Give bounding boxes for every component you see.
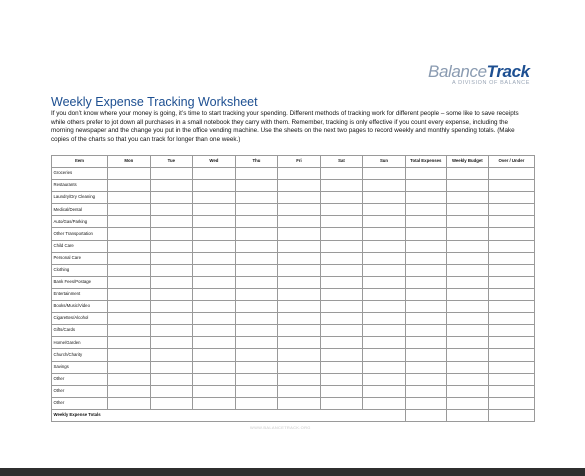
entry-cell[interactable] — [193, 288, 236, 300]
entry-cell[interactable] — [278, 397, 321, 409]
entry-cell[interactable] — [488, 264, 534, 276]
entry-cell[interactable] — [405, 397, 446, 409]
entry-cell[interactable] — [446, 228, 488, 240]
table-row — [52, 361, 535, 373]
entry-cell[interactable] — [320, 228, 363, 240]
entry-cell[interactable] — [108, 361, 151, 373]
entry-cell[interactable] — [405, 385, 446, 397]
entry-cell[interactable] — [108, 264, 151, 276]
entry-cell[interactable] — [193, 385, 236, 397]
entry-cell[interactable] — [320, 385, 363, 397]
entry-cell[interactable] — [405, 349, 446, 361]
entry-cell[interactable] — [150, 337, 193, 349]
entry-cell[interactable] — [278, 361, 321, 373]
entry-cell[interactable] — [405, 313, 446, 325]
entry-cell[interactable] — [405, 361, 446, 373]
entry-cell[interactable] — [320, 276, 363, 288]
entry-cell[interactable] — [488, 361, 534, 373]
intro-paragraph: If you don’t know where your money is going, it’s time to start tracking your spending. Different methods of tracking work for different people – some like to save receipts while others prefer to jot down all purchases in a small notebook they carry with them. Remember, tracking is only effective if you count every expense, including the morning newspaper and the change you put in the office vending machine. Use the sheets on the next two pages to record weekly and monthly spending totals. (Make copies of the charts so that you can track for longer than one week.) — [51, 110, 519, 143]
entry-cell[interactable] — [320, 361, 363, 373]
table-row — [52, 397, 535, 409]
row-label: Auto/Gas/Parking — [52, 216, 108, 228]
entry-cell[interactable] — [405, 180, 446, 192]
entry-cell[interactable] — [363, 228, 406, 240]
entry-cell[interactable] — [108, 325, 151, 337]
entry-cell[interactable] — [278, 325, 321, 337]
entry-cell[interactable] — [108, 349, 151, 361]
footer-url: WWW.BALANCETRACK.ORG — [250, 425, 311, 430]
entry-cell[interactable] — [108, 192, 151, 204]
entry-cell[interactable] — [235, 349, 278, 361]
entry-cell[interactable] — [278, 204, 321, 216]
entry-cell[interactable] — [363, 180, 406, 192]
entry-cell[interactable] — [363, 361, 406, 373]
table-header-row — [52, 156, 535, 168]
entry-cell[interactable] — [488, 276, 534, 288]
row-label: Other — [52, 397, 108, 409]
entry-cell[interactable] — [446, 240, 488, 252]
row-label: Groceries — [52, 168, 108, 180]
expense-table — [51, 155, 535, 422]
row-label: Child Care — [52, 240, 108, 252]
entry-cell[interactable] — [150, 264, 193, 276]
row-label: Books/Music/Video — [52, 301, 108, 313]
entry-cell[interactable] — [446, 337, 488, 349]
row-label: Other — [52, 373, 108, 385]
entry-cell[interactable] — [488, 337, 534, 349]
entry-cell[interactable] — [363, 288, 406, 300]
entry-cell[interactable] — [488, 385, 534, 397]
entry-cell[interactable] — [235, 252, 278, 264]
entry-cell[interactable] — [363, 264, 406, 276]
entry-cell[interactable] — [278, 264, 321, 276]
entry-cell[interactable] — [488, 325, 534, 337]
entry-cell[interactable] — [235, 180, 278, 192]
entry-cell[interactable] — [108, 276, 151, 288]
entry-cell[interactable] — [235, 276, 278, 288]
table-row — [52, 240, 535, 252]
entry-cell[interactable] — [363, 337, 406, 349]
entry-cell[interactable] — [108, 180, 151, 192]
table-row — [52, 264, 535, 276]
entry-cell[interactable] — [278, 216, 321, 228]
entry-cell[interactable] — [363, 325, 406, 337]
table-row — [52, 288, 535, 300]
entry-cell[interactable] — [150, 252, 193, 264]
table-row — [52, 313, 535, 325]
entry-cell[interactable] — [193, 276, 236, 288]
entry-cell[interactable] — [235, 288, 278, 300]
entry-cell[interactable] — [278, 180, 321, 192]
entry-cell[interactable] — [363, 204, 406, 216]
entry-cell[interactable] — [150, 397, 193, 409]
column-header: Wed — [193, 156, 236, 168]
entry-cell[interactable] — [235, 385, 278, 397]
table-row — [52, 192, 535, 204]
table-row — [52, 276, 535, 288]
entry-cell[interactable] — [235, 397, 278, 409]
table-row — [52, 216, 535, 228]
entry-cell[interactable] — [363, 168, 406, 180]
entry-cell[interactable] — [446, 204, 488, 216]
entry-cell[interactable] — [150, 385, 193, 397]
entry-cell[interactable] — [235, 228, 278, 240]
entry-cell[interactable] — [278, 240, 321, 252]
row-label: Other Transportation — [52, 228, 108, 240]
entry-cell[interactable] — [108, 288, 151, 300]
table-row — [52, 325, 535, 337]
table-row — [52, 301, 535, 313]
totals-label: Weekly Expense Totals — [52, 409, 406, 421]
entry-cell[interactable] — [235, 204, 278, 216]
entry-cell[interactable] — [446, 313, 488, 325]
entry-cell[interactable] — [405, 216, 446, 228]
entry-cell[interactable] — [446, 288, 488, 300]
entry-cell[interactable] — [405, 373, 446, 385]
entry-cell[interactable] — [278, 252, 321, 264]
entry-cell[interactable] — [405, 325, 446, 337]
viewer-background — [0, 468, 585, 476]
table-row — [52, 385, 535, 397]
entry-cell[interactable] — [363, 216, 406, 228]
entry-cell[interactable] — [108, 168, 151, 180]
column-header: Total Expenses — [405, 156, 446, 168]
column-header: Fri — [278, 156, 321, 168]
entry-cell[interactable] — [193, 337, 236, 349]
row-label: Other — [52, 385, 108, 397]
entry-cell[interactable] — [108, 385, 151, 397]
page-title: Weekly Expense Tracking Worksheet — [51, 95, 258, 109]
table-row — [52, 180, 535, 192]
entry-cell[interactable] — [193, 349, 236, 361]
entry-cell[interactable] — [363, 240, 406, 252]
entry-cell[interactable] — [405, 276, 446, 288]
entry-cell[interactable] — [193, 240, 236, 252]
table-row — [52, 349, 535, 361]
entry-cell[interactable] — [108, 397, 151, 409]
entry-cell[interactable] — [193, 192, 236, 204]
entry-cell[interactable] — [488, 168, 534, 180]
row-label: Savings — [52, 361, 108, 373]
entry-cell[interactable] — [278, 276, 321, 288]
entry-cell[interactable] — [150, 276, 193, 288]
entry-cell[interactable] — [320, 349, 363, 361]
entry-cell[interactable] — [235, 325, 278, 337]
entry-cell[interactable] — [488, 204, 534, 216]
row-label: Personal Care — [52, 252, 108, 264]
entry-cell[interactable] — [320, 168, 363, 180]
column-header: Over / Under — [488, 156, 534, 168]
entry-cell[interactable] — [446, 361, 488, 373]
entry-cell[interactable] — [278, 385, 321, 397]
entry-cell[interactable] — [446, 264, 488, 276]
entry-cell[interactable] — [320, 204, 363, 216]
logo-name-light: Balance — [428, 62, 487, 81]
row-label: Home/Garden — [52, 337, 108, 349]
entry-cell[interactable] — [320, 313, 363, 325]
entry-cell[interactable] — [405, 240, 446, 252]
entry-cell[interactable] — [235, 373, 278, 385]
entry-cell[interactable] — [363, 349, 406, 361]
row-label: Gifts/Cards — [52, 325, 108, 337]
entry-cell[interactable] — [150, 204, 193, 216]
entry-cell[interactable] — [235, 264, 278, 276]
row-label: Cigarettes/Alcohol — [52, 313, 108, 325]
entry-cell[interactable] — [193, 313, 236, 325]
entry-cell[interactable] — [235, 192, 278, 204]
entry-cell[interactable] — [488, 313, 534, 325]
entry-cell[interactable] — [235, 337, 278, 349]
entry-cell[interactable] — [150, 325, 193, 337]
entry-cell[interactable] — [108, 337, 151, 349]
column-header: Item — [52, 156, 108, 168]
entry-cell[interactable] — [150, 168, 193, 180]
entry-cell[interactable] — [363, 373, 406, 385]
entry-cell[interactable] — [405, 204, 446, 216]
row-label: Laundry/Dry Cleaning — [52, 192, 108, 204]
logo-name-bold: Track — [486, 62, 530, 81]
entry-cell[interactable] — [235, 216, 278, 228]
entry-cell[interactable] — [320, 373, 363, 385]
entry-cell[interactable] — [488, 240, 534, 252]
entry-cell[interactable] — [193, 252, 236, 264]
entry-cell[interactable] — [235, 168, 278, 180]
table-row — [52, 168, 535, 180]
entry-cell[interactable] — [446, 325, 488, 337]
entry-cell[interactable] — [278, 313, 321, 325]
entry-cell[interactable] — [278, 168, 321, 180]
entry-cell[interactable] — [488, 252, 534, 264]
entry-cell[interactable] — [320, 180, 363, 192]
entry-cell[interactable] — [150, 228, 193, 240]
entry-cell[interactable] — [193, 228, 236, 240]
entry-cell[interactable] — [235, 240, 278, 252]
entry-cell[interactable] — [363, 313, 406, 325]
table-row — [52, 252, 535, 264]
entry-cell[interactable] — [320, 301, 363, 313]
table-row — [52, 337, 535, 349]
entry-cell[interactable] — [193, 168, 236, 180]
entry-cell[interactable] — [235, 301, 278, 313]
entry-cell[interactable] — [405, 168, 446, 180]
logo-tagline: A DIVISION OF BALANCE — [452, 80, 531, 86]
column-header: Tue — [150, 156, 193, 168]
entry-cell[interactable] — [150, 349, 193, 361]
entry-cell[interactable] — [363, 252, 406, 264]
entry-cell[interactable] — [488, 180, 534, 192]
entry-cell[interactable] — [235, 361, 278, 373]
entry-cell[interactable] — [488, 301, 534, 313]
column-header: Weekly Budget — [446, 156, 488, 168]
entry-cell[interactable] — [150, 288, 193, 300]
entry-cell[interactable] — [405, 301, 446, 313]
entry-cell[interactable] — [150, 192, 193, 204]
entry-cell[interactable] — [446, 385, 488, 397]
entry-cell[interactable] — [150, 216, 193, 228]
entry-cell[interactable] — [320, 252, 363, 264]
entry-cell[interactable] — [108, 240, 151, 252]
entry-cell[interactable] — [108, 228, 151, 240]
entry-cell[interactable] — [320, 397, 363, 409]
entry-cell[interactable] — [446, 216, 488, 228]
entry-cell[interactable] — [108, 373, 151, 385]
entry-cell[interactable] — [320, 264, 363, 276]
balancetrack-logo — [428, 62, 530, 82]
entry-cell[interactable] — [446, 301, 488, 313]
entry-cell[interactable] — [278, 373, 321, 385]
entry-cell[interactable] — [405, 337, 446, 349]
entry-cell[interactable] — [150, 313, 193, 325]
entry-cell[interactable] — [278, 349, 321, 361]
entry-cell[interactable] — [320, 288, 363, 300]
entry-cell[interactable] — [278, 337, 321, 349]
table-row — [52, 373, 535, 385]
entry-cell[interactable] — [150, 180, 193, 192]
entry-cell[interactable] — [193, 301, 236, 313]
entry-cell[interactable] — [108, 252, 151, 264]
total-cell[interactable] — [446, 409, 488, 421]
entry-cell[interactable] — [193, 397, 236, 409]
row-label: Restaurants — [52, 180, 108, 192]
entry-cell[interactable] — [363, 397, 406, 409]
entry-cell[interactable] — [150, 301, 193, 313]
entry-cell[interactable] — [193, 325, 236, 337]
entry-cell[interactable] — [320, 240, 363, 252]
entry-cell[interactable] — [278, 301, 321, 313]
total-cell[interactable] — [488, 409, 534, 421]
entry-cell[interactable] — [405, 288, 446, 300]
entry-cell[interactable] — [320, 216, 363, 228]
column-header: Sat — [320, 156, 363, 168]
entry-cell[interactable] — [446, 349, 488, 361]
entry-cell[interactable] — [405, 228, 446, 240]
total-cell[interactable] — [405, 409, 446, 421]
row-label: Entertainment — [52, 288, 108, 300]
entry-cell[interactable] — [488, 216, 534, 228]
entry-cell[interactable] — [278, 192, 321, 204]
entry-cell[interactable] — [446, 373, 488, 385]
entry-cell[interactable] — [320, 325, 363, 337]
entry-cell[interactable] — [235, 313, 278, 325]
entry-cell[interactable] — [363, 276, 406, 288]
entry-cell[interactable] — [488, 397, 534, 409]
column-header: Mon — [108, 156, 151, 168]
entry-cell[interactable] — [446, 192, 488, 204]
entry-cell[interactable] — [150, 240, 193, 252]
entry-cell[interactable] — [363, 301, 406, 313]
entry-cell[interactable] — [363, 192, 406, 204]
entry-cell[interactable] — [446, 397, 488, 409]
entry-cell[interactable] — [405, 252, 446, 264]
entry-cell[interactable] — [446, 252, 488, 264]
entry-cell[interactable] — [193, 264, 236, 276]
entry-cell[interactable] — [150, 361, 193, 373]
entry-cell[interactable] — [193, 361, 236, 373]
column-header: Thu — [235, 156, 278, 168]
entry-cell[interactable] — [193, 204, 236, 216]
row-label: Bank Fees/Postage — [52, 276, 108, 288]
entry-cell[interactable] — [193, 180, 236, 192]
entry-cell[interactable] — [488, 288, 534, 300]
entry-cell[interactable] — [278, 288, 321, 300]
table-row — [52, 228, 535, 240]
entry-cell[interactable] — [488, 349, 534, 361]
entry-cell[interactable] — [278, 228, 321, 240]
row-label: Church/Charity — [52, 349, 108, 361]
entry-cell[interactable] — [446, 168, 488, 180]
entry-cell[interactable] — [488, 192, 534, 204]
entry-cell[interactable] — [405, 192, 446, 204]
entry-cell[interactable] — [363, 385, 406, 397]
entry-cell[interactable] — [405, 264, 446, 276]
entry-cell[interactable] — [193, 216, 236, 228]
entry-cell[interactable] — [446, 180, 488, 192]
entry-cell[interactable] — [446, 276, 488, 288]
entry-cell[interactable] — [108, 313, 151, 325]
table-row — [52, 204, 535, 216]
entry-cell[interactable] — [193, 373, 236, 385]
entry-cell[interactable] — [108, 204, 151, 216]
entry-cell[interactable] — [320, 192, 363, 204]
row-label: Medical/Dental — [52, 204, 108, 216]
entry-cell[interactable] — [108, 301, 151, 313]
entry-cell[interactable] — [150, 373, 193, 385]
entry-cell[interactable] — [488, 228, 534, 240]
row-label: Clothing — [52, 264, 108, 276]
totals-row — [52, 409, 535, 421]
column-header: Sun — [363, 156, 406, 168]
entry-cell[interactable] — [108, 216, 151, 228]
entry-cell[interactable] — [488, 373, 534, 385]
entry-cell[interactable] — [320, 337, 363, 349]
